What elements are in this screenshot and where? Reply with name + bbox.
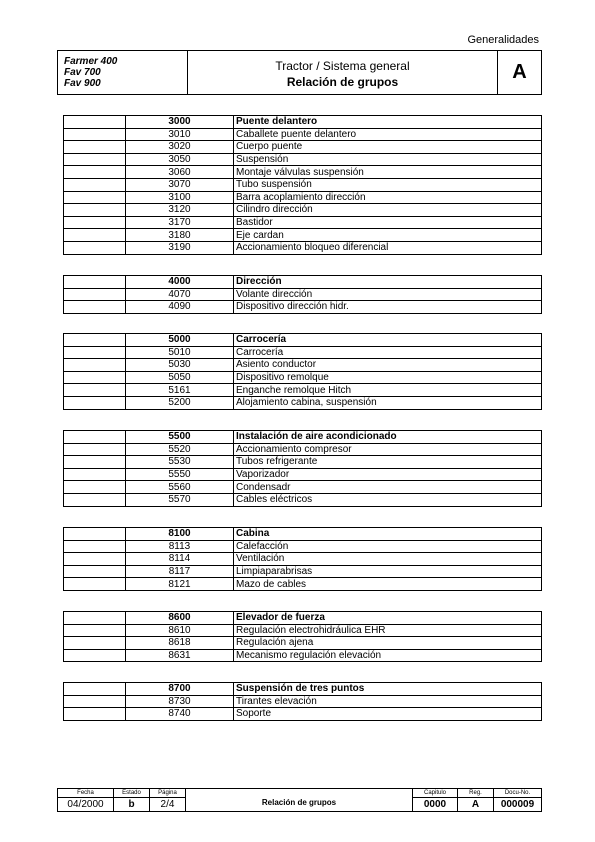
- group-code: 4000: [126, 276, 234, 289]
- table-row: [64, 578, 542, 591]
- blank-cell: [64, 359, 126, 372]
- blank-cell: [64, 540, 126, 553]
- item-name: Suspensión: [234, 153, 542, 166]
- blank-cell: [64, 443, 126, 456]
- footer-reg: [458, 789, 494, 811]
- group-header-row: [64, 612, 542, 625]
- group-name: Instalación de aire acondicionado: [234, 431, 542, 444]
- item-name: Ventilación: [234, 553, 542, 566]
- table-row: [64, 443, 542, 456]
- table-row: [64, 624, 542, 637]
- footer-label: Capitulo: [423, 790, 446, 796]
- item-code: 8117: [126, 565, 234, 578]
- item-code: 5030: [126, 359, 234, 372]
- item-name: Soporte: [234, 708, 542, 721]
- model-name: Fav 900: [64, 78, 101, 89]
- table-row: [64, 301, 542, 314]
- blank-cell: [64, 241, 126, 254]
- blank-cell: [64, 191, 126, 204]
- table-row: [64, 371, 542, 384]
- group-table: [63, 430, 542, 507]
- item-code: 3170: [126, 216, 234, 229]
- item-code: 5560: [126, 481, 234, 494]
- table-row: [64, 396, 542, 409]
- blank-cell: [64, 116, 126, 129]
- group-name: Puente delantero: [234, 116, 542, 129]
- table-row: [64, 456, 542, 469]
- item-code: 3100: [126, 191, 234, 204]
- footer-value: 0000: [423, 799, 447, 810]
- item-name: Carrocería: [234, 346, 542, 359]
- table-row: [64, 229, 542, 242]
- table-row: [64, 565, 542, 578]
- header-title-block: [188, 51, 498, 94]
- table-row: [64, 637, 542, 650]
- item-code: 8121: [126, 578, 234, 591]
- model-name: Farmer 400: [64, 56, 118, 67]
- header-subtitle: Relación de grupos: [286, 75, 399, 89]
- blank-cell: [64, 216, 126, 229]
- footer-label: Reg.: [469, 790, 482, 796]
- blank-cell: [64, 612, 126, 625]
- item-code: 5161: [126, 384, 234, 397]
- model-list: [58, 51, 188, 94]
- group-header-row: [64, 528, 542, 541]
- footer-capitulo: [413, 789, 458, 811]
- item-code: 5200: [126, 396, 234, 409]
- group-table: [63, 115, 542, 255]
- blank-cell: [64, 334, 126, 347]
- item-name: Eje cardan: [234, 229, 542, 242]
- group-name: Cabina: [234, 528, 542, 541]
- item-name: Regulación ajena: [234, 637, 542, 650]
- blank-cell: [64, 637, 126, 650]
- blank-cell: [64, 695, 126, 708]
- group-code: 3000: [126, 116, 234, 129]
- item-code: 8740: [126, 708, 234, 721]
- group-table: [63, 682, 542, 721]
- item-name: Calefacción: [234, 540, 542, 553]
- item-name: Dispositivo remolque: [234, 371, 542, 384]
- group-name: Elevador de fuerza: [234, 612, 542, 625]
- group-code: 8600: [126, 612, 234, 625]
- blank-cell: [64, 384, 126, 397]
- item-code: 3180: [126, 229, 234, 242]
- table-row: [64, 141, 542, 154]
- table-row: [64, 153, 542, 166]
- item-code: 3070: [126, 178, 234, 191]
- item-code: 3120: [126, 204, 234, 217]
- group-table: [63, 527, 542, 591]
- item-name: Tubos refrigerante: [234, 456, 542, 469]
- footer-value: b: [128, 799, 135, 810]
- item-name: Cables eléctricos: [234, 493, 542, 506]
- blank-cell: [64, 229, 126, 242]
- blank-cell: [64, 371, 126, 384]
- group-name: Dirección: [234, 276, 542, 289]
- item-name: Condensadr: [234, 481, 542, 494]
- group-code: 5500: [126, 431, 234, 444]
- table-row: [64, 468, 542, 481]
- table-row: [64, 540, 542, 553]
- blank-cell: [64, 649, 126, 662]
- blank-cell: [64, 128, 126, 141]
- table-row: [64, 384, 542, 397]
- item-code: 3020: [126, 141, 234, 154]
- item-code: 3050: [126, 153, 234, 166]
- item-name: Barra acoplamiento dirección: [234, 191, 542, 204]
- item-code: 4090: [126, 301, 234, 314]
- document-footer: [57, 788, 542, 812]
- item-code: 5550: [126, 468, 234, 481]
- blank-cell: [64, 141, 126, 154]
- item-code: 8610: [126, 624, 234, 637]
- footer-value: 2/4: [160, 799, 175, 810]
- blank-cell: [64, 153, 126, 166]
- table-row: [64, 359, 542, 372]
- item-name: Cilindro dirección: [234, 204, 542, 217]
- footer-label: Fecha: [77, 790, 94, 796]
- blank-cell: [64, 578, 126, 591]
- blank-cell: [64, 456, 126, 469]
- blank-cell: [64, 288, 126, 301]
- footer-docu: [494, 789, 541, 811]
- item-name: Mecanismo regulación elevación: [234, 649, 542, 662]
- section-label: Generalidades: [467, 34, 539, 46]
- item-code: 3060: [126, 166, 234, 179]
- item-code: 5570: [126, 493, 234, 506]
- footer-fecha: [58, 789, 114, 811]
- table-row: [64, 493, 542, 506]
- blank-cell: [64, 493, 126, 506]
- section-letter: A: [512, 61, 527, 83]
- blank-cell: [64, 431, 126, 444]
- group-code: 5000: [126, 334, 234, 347]
- item-code: 8730: [126, 695, 234, 708]
- item-name: Limpiaparabrisas: [234, 565, 542, 578]
- footer-value: A: [471, 799, 480, 810]
- item-code: 3190: [126, 241, 234, 254]
- item-name: Bastidor: [234, 216, 542, 229]
- table-row: [64, 708, 542, 721]
- document-header: [57, 50, 542, 95]
- table-row: [64, 649, 542, 662]
- item-name: Mazo de cables: [234, 578, 542, 591]
- item-code: 5520: [126, 443, 234, 456]
- table-row: [64, 695, 542, 708]
- blank-cell: [64, 528, 126, 541]
- item-name: Accionamiento bloqueo diferencial: [234, 241, 542, 254]
- item-name: Cuerpo puente: [234, 141, 542, 154]
- group-table: [63, 275, 542, 314]
- blank-cell: [64, 481, 126, 494]
- item-code: 5530: [126, 456, 234, 469]
- item-name: Montaje válvulas suspensión: [234, 166, 542, 179]
- footer-estado: [114, 789, 150, 811]
- blank-cell: [64, 553, 126, 566]
- item-name: Vaporizador: [234, 468, 542, 481]
- item-name: Caballete puente delantero: [234, 128, 542, 141]
- group-code: 8700: [126, 683, 234, 696]
- table-row: [64, 178, 542, 191]
- group-table: [63, 611, 542, 662]
- item-name: Dispositivo dirección hidr.: [234, 301, 542, 314]
- footer-value: 000009: [500, 799, 535, 810]
- group-header-row: [64, 431, 542, 444]
- footer-label: Docu-No.: [504, 790, 531, 796]
- table-row: [64, 191, 542, 204]
- footer-value: 04/2000: [67, 799, 104, 810]
- table-row: [64, 241, 542, 254]
- blank-cell: [64, 178, 126, 191]
- item-code: 8114: [126, 553, 234, 566]
- table-row: [64, 346, 542, 359]
- footer-title: Relación de grupos: [186, 789, 413, 811]
- item-code: 8631: [126, 649, 234, 662]
- group-header-row: [64, 116, 542, 129]
- blank-cell: [64, 301, 126, 314]
- item-code: 5050: [126, 371, 234, 384]
- table-row: [64, 481, 542, 494]
- blank-cell: [64, 204, 126, 217]
- blank-cell: [64, 468, 126, 481]
- item-code: 3010: [126, 128, 234, 141]
- footer-label: Página: [158, 790, 177, 796]
- group-name: Carrocería: [234, 334, 542, 347]
- table-row: [64, 128, 542, 141]
- blank-cell: [64, 276, 126, 289]
- item-name: Asiento conductor: [234, 359, 542, 372]
- group-header-row: [64, 683, 542, 696]
- blank-cell: [64, 396, 126, 409]
- item-name: Regulación electrohidráulica EHR: [234, 624, 542, 637]
- item-code: 4070: [126, 288, 234, 301]
- group-header-row: [64, 276, 542, 289]
- item-code: 8618: [126, 637, 234, 650]
- group-name: Suspensión de tres puntos: [234, 683, 542, 696]
- table-row: [64, 166, 542, 179]
- table-row: [64, 204, 542, 217]
- blank-cell: [64, 565, 126, 578]
- table-row: [64, 288, 542, 301]
- blank-cell: [64, 683, 126, 696]
- blank-cell: [64, 624, 126, 637]
- item-name: Volante dirección: [234, 288, 542, 301]
- table-row: [64, 553, 542, 566]
- group-code: 8100: [126, 528, 234, 541]
- table-row: [64, 216, 542, 229]
- header-title: Tractor / Sistema general: [275, 59, 410, 73]
- item-code: 8113: [126, 540, 234, 553]
- blank-cell: [64, 166, 126, 179]
- blank-cell: [64, 708, 126, 721]
- footer-pagina: [150, 789, 186, 811]
- item-name: Accionamiento compresor: [234, 443, 542, 456]
- item-name: Alojamiento cabina, suspensión: [234, 396, 542, 409]
- item-name: Tirantes elevación: [234, 695, 542, 708]
- group-table: [63, 333, 542, 410]
- footer-label: Estado: [122, 790, 141, 796]
- item-code: 5010: [126, 346, 234, 359]
- model-name: Fav 700: [64, 67, 101, 78]
- group-header-row: [64, 334, 542, 347]
- item-name: Tubo suspensión: [234, 178, 542, 191]
- blank-cell: [64, 346, 126, 359]
- item-name: Enganche remolque Hitch: [234, 384, 542, 397]
